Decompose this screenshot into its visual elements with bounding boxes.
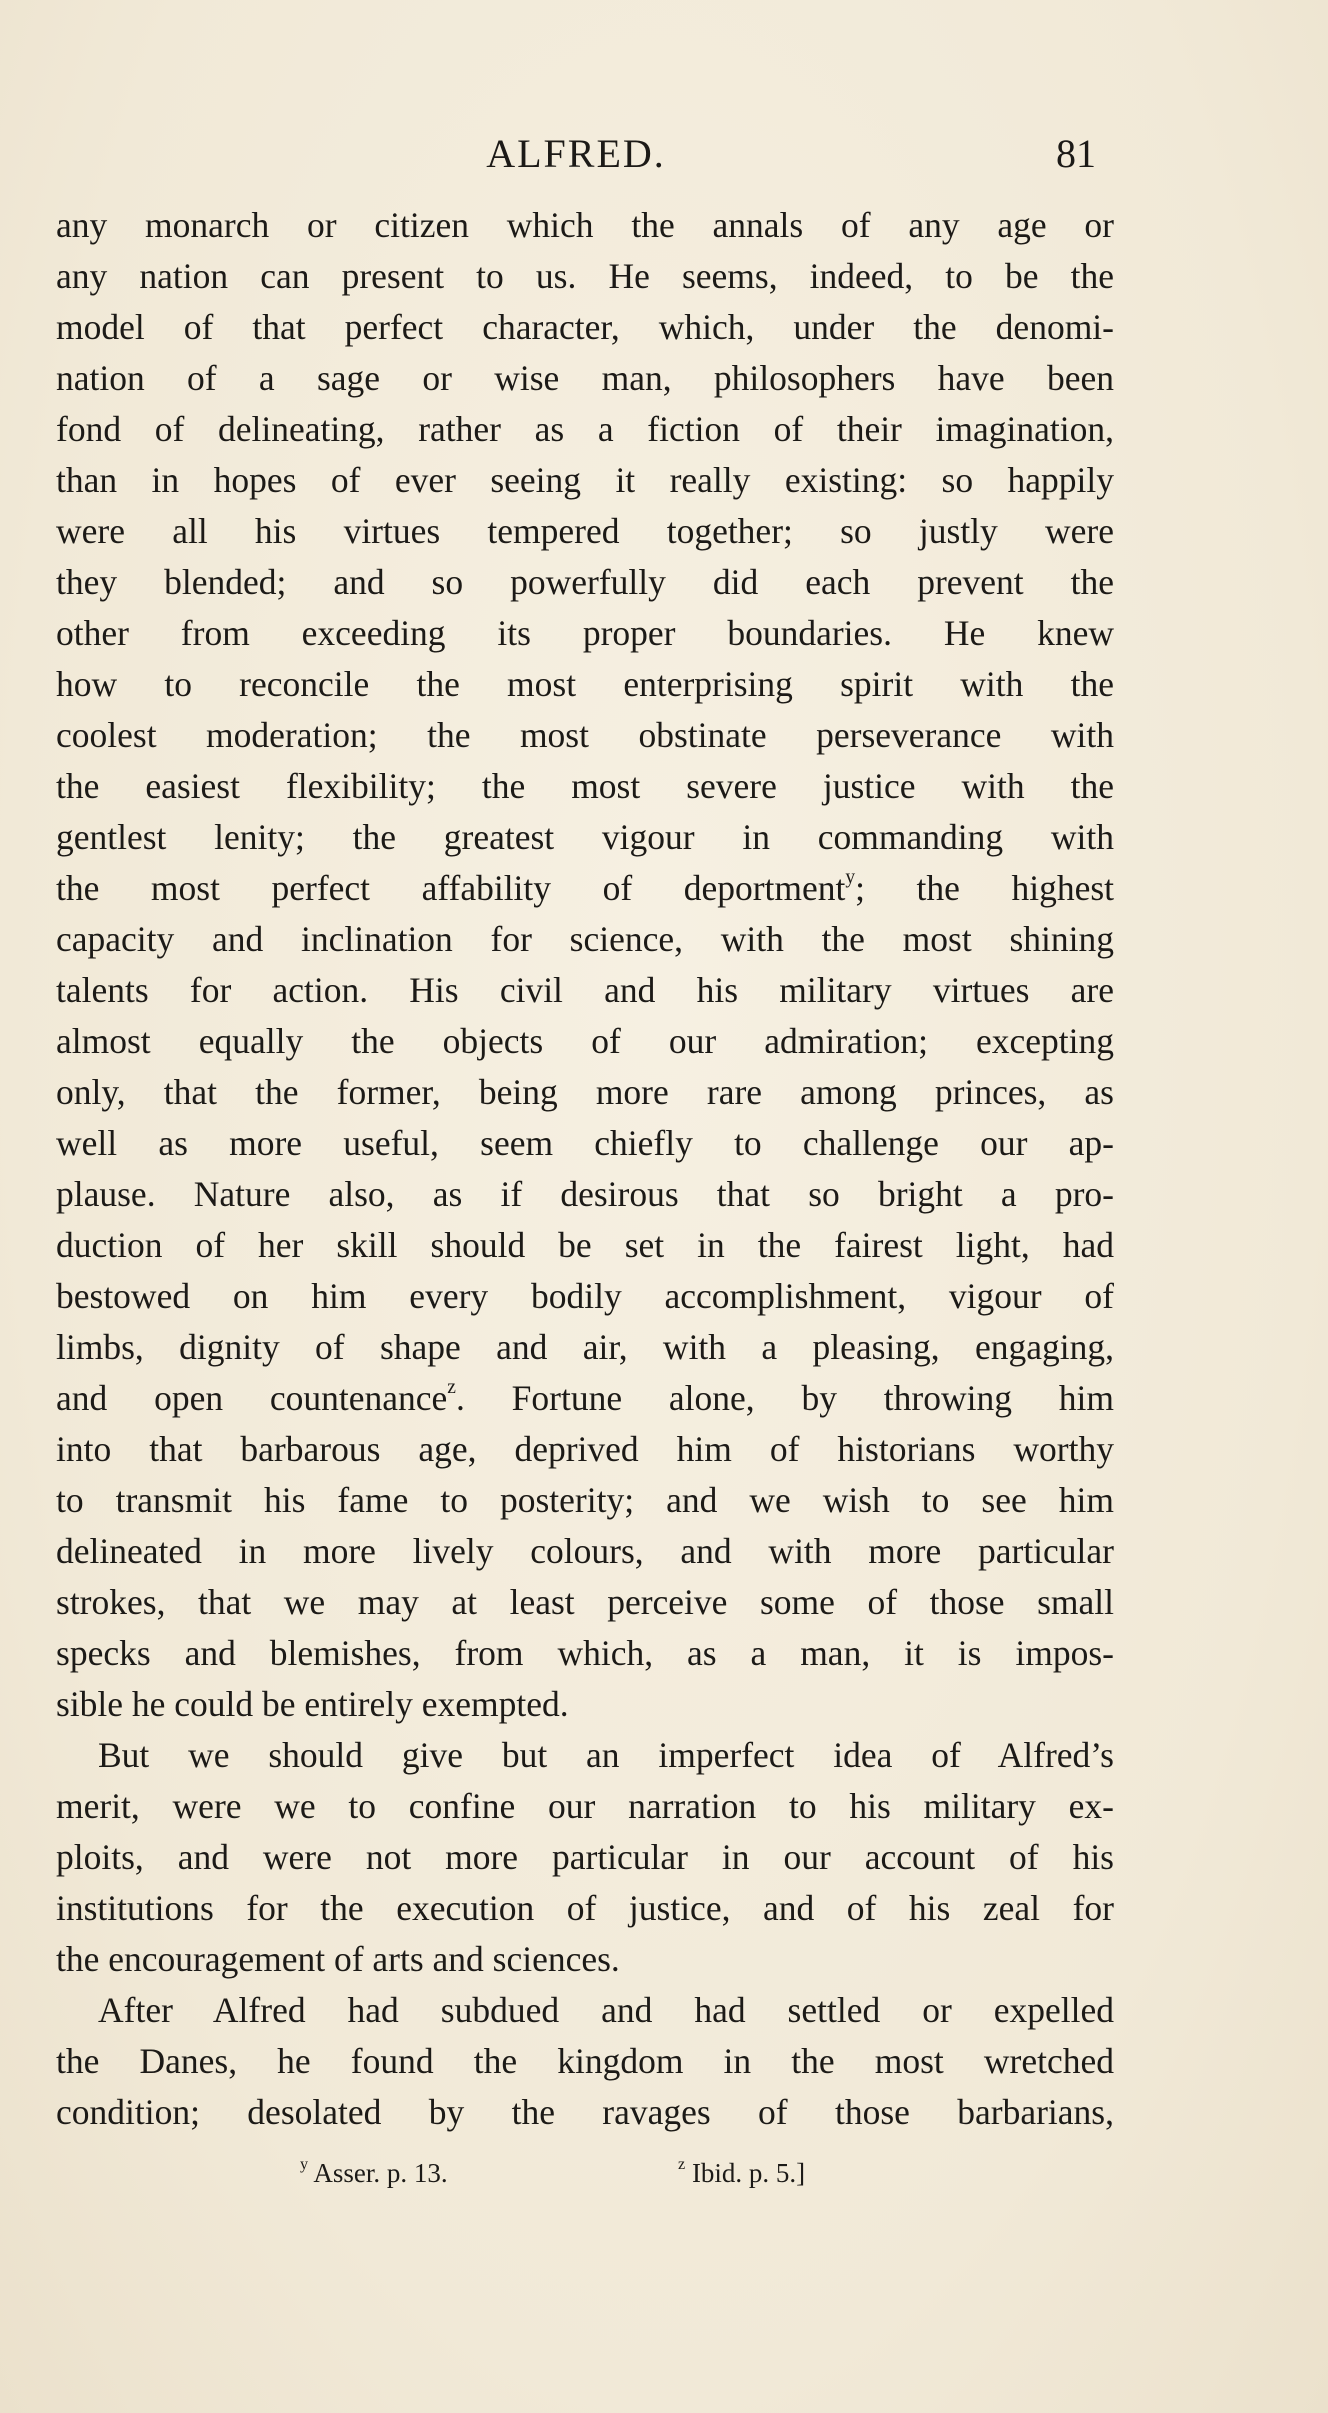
- text-line: [56, 1679, 1114, 1730]
- line-text: strokes, that we may at least perceive some of those small: [56, 1582, 1114, 1622]
- line-text: other from exceeding its proper boundaries. He knew: [56, 613, 1114, 653]
- footnote-mark: z: [678, 2154, 686, 2173]
- text-line: [56, 1883, 1114, 1934]
- line-text: the encouragement of arts and sciences.: [56, 1939, 620, 1979]
- line-text: coolest moderation; the most obstinate perseverance with: [56, 715, 1114, 755]
- text-line: [56, 1475, 1114, 1526]
- line-text: they blended; and so powerfully did each prevent the: [56, 562, 1114, 602]
- line-text: plause. Nature also, as if desirous that so bright a pro-: [56, 1174, 1114, 1214]
- text-line: [56, 1730, 1114, 1781]
- text-line: [56, 1628, 1114, 1679]
- text-line: [56, 1016, 1114, 1067]
- text-line: [56, 1985, 1114, 2036]
- line-text: any monarch or citizen which the annals of any age or: [56, 205, 1114, 245]
- page-number: 81: [1056, 131, 1096, 176]
- text-line: [56, 1271, 1114, 1322]
- footnote-reference: y: [845, 867, 856, 889]
- line-text: to transmit his fame to posterity; and we wish to see him: [56, 1480, 1114, 1520]
- line-text: nation of a sage or wise man, philosophers have been: [56, 358, 1114, 398]
- line-text: were all his virtues tempered together; so justly were: [56, 511, 1114, 551]
- body-text: [56, 200, 1114, 2138]
- line-text: any nation can present to us. He seems, indeed, to be the: [56, 256, 1114, 296]
- text-line: [56, 251, 1114, 302]
- line-text: the Danes, he found the kingdom in the most wretched: [56, 2041, 1114, 2081]
- text-line: [56, 506, 1114, 557]
- page-header: [56, 126, 1096, 182]
- line-text: delineated in more lively colours, and with more particular: [56, 1531, 1114, 1571]
- text-line: [56, 710, 1114, 761]
- line-text: into that barbarous age, deprived him of historians worthy: [56, 1429, 1114, 1469]
- footnote: [678, 2154, 806, 2189]
- text-line: [56, 1373, 1114, 1424]
- line-text: the most perfect affability of deportment: [56, 868, 846, 908]
- line-text: capacity and inclination for science, with the most shining: [56, 919, 1114, 959]
- text-line: [56, 1934, 1114, 1985]
- line-text: limbs, dignity of shape and air, with a pleasing, engaging,: [56, 1327, 1114, 1367]
- line-text: duction of her skill should be set in the fairest light, had: [56, 1225, 1114, 1265]
- text-line: [56, 1067, 1114, 1118]
- footnote-reference: z: [447, 1377, 456, 1399]
- line-text: and open countenance: [56, 1378, 448, 1418]
- text-line: [56, 1781, 1114, 1832]
- text-line: [56, 353, 1114, 404]
- line-text: ploits, and were not more particular in our account of his: [56, 1837, 1114, 1877]
- footnote-text: Asser. p. 13.: [313, 2158, 448, 2188]
- text-line: [56, 659, 1114, 710]
- line-text: bestowed on him every bodily accomplishment, vigour of: [56, 1276, 1114, 1316]
- text-line: [56, 455, 1114, 506]
- text-line: [56, 608, 1114, 659]
- line-text: model of that perfect character, which, under the denomi-: [56, 307, 1114, 347]
- line-text: institutions for the execution of justice, and of his zeal for: [56, 1888, 1114, 1928]
- text-line: [56, 2087, 1114, 2138]
- text-line: [56, 1220, 1114, 1271]
- line-text: But we should give but an imperfect idea of Alfred’s: [98, 1735, 1114, 1775]
- line-text-continued: . Fortune alone, by throwing him: [455, 1378, 1114, 1418]
- text-line: [56, 1118, 1114, 1169]
- line-text: well as more useful, seem chiefly to challenge our ap-: [56, 1123, 1114, 1163]
- text-line: [56, 302, 1114, 353]
- text-line: [56, 914, 1114, 965]
- text-line: [56, 200, 1114, 251]
- text-line: [56, 557, 1114, 608]
- footnotes: [300, 2154, 1000, 2198]
- text-line: [56, 1322, 1114, 1373]
- line-text: sible he could be entirely exempted.: [56, 1684, 569, 1724]
- text-line: [56, 1169, 1114, 1220]
- line-text: talents for action. His civil and his military virtues are: [56, 970, 1114, 1010]
- line-text-continued: ; the highest: [855, 868, 1114, 908]
- text-line: [56, 863, 1114, 914]
- footnote-text: Ibid. p. 5.]: [691, 2158, 806, 2188]
- text-line: [56, 965, 1114, 1016]
- text-line: [56, 2036, 1114, 2087]
- text-line: [56, 812, 1114, 863]
- line-text: how to reconcile the most enterprising spirit with the: [56, 664, 1114, 704]
- line-text: almost equally the objects of our admiration; excepting: [56, 1021, 1114, 1061]
- text-line: [56, 761, 1114, 812]
- footnote: [300, 2154, 448, 2189]
- text-line: [56, 404, 1114, 455]
- line-text: After Alfred had subdued and had settled or expelled: [98, 1990, 1114, 2030]
- line-text: merit, were we to confine our narration to his military ex-: [56, 1786, 1114, 1826]
- line-text: gentlest lenity; the greatest vigour in commanding with: [56, 817, 1114, 857]
- line-text: specks and blemishes, from which, as a man, it is impos-: [56, 1633, 1114, 1673]
- text-line: [56, 1526, 1114, 1577]
- text-line: [56, 1577, 1114, 1628]
- line-text: the easiest flexibility; the most severe justice with the: [56, 766, 1114, 806]
- line-text: condition; desolated by the ravages of those barbarians,: [56, 2092, 1114, 2132]
- line-text: than in hopes of ever seeing it really existing: so happily: [56, 460, 1114, 500]
- running-head: ALFRED.: [486, 131, 666, 176]
- line-text: only, that the former, being more rare among princes, as: [56, 1072, 1114, 1112]
- footnote-mark: y: [300, 2154, 309, 2173]
- text-line: [56, 1832, 1114, 1883]
- text-line: [56, 1424, 1114, 1475]
- line-text: fond of delineating, rather as a fiction of their imagination,: [56, 409, 1114, 449]
